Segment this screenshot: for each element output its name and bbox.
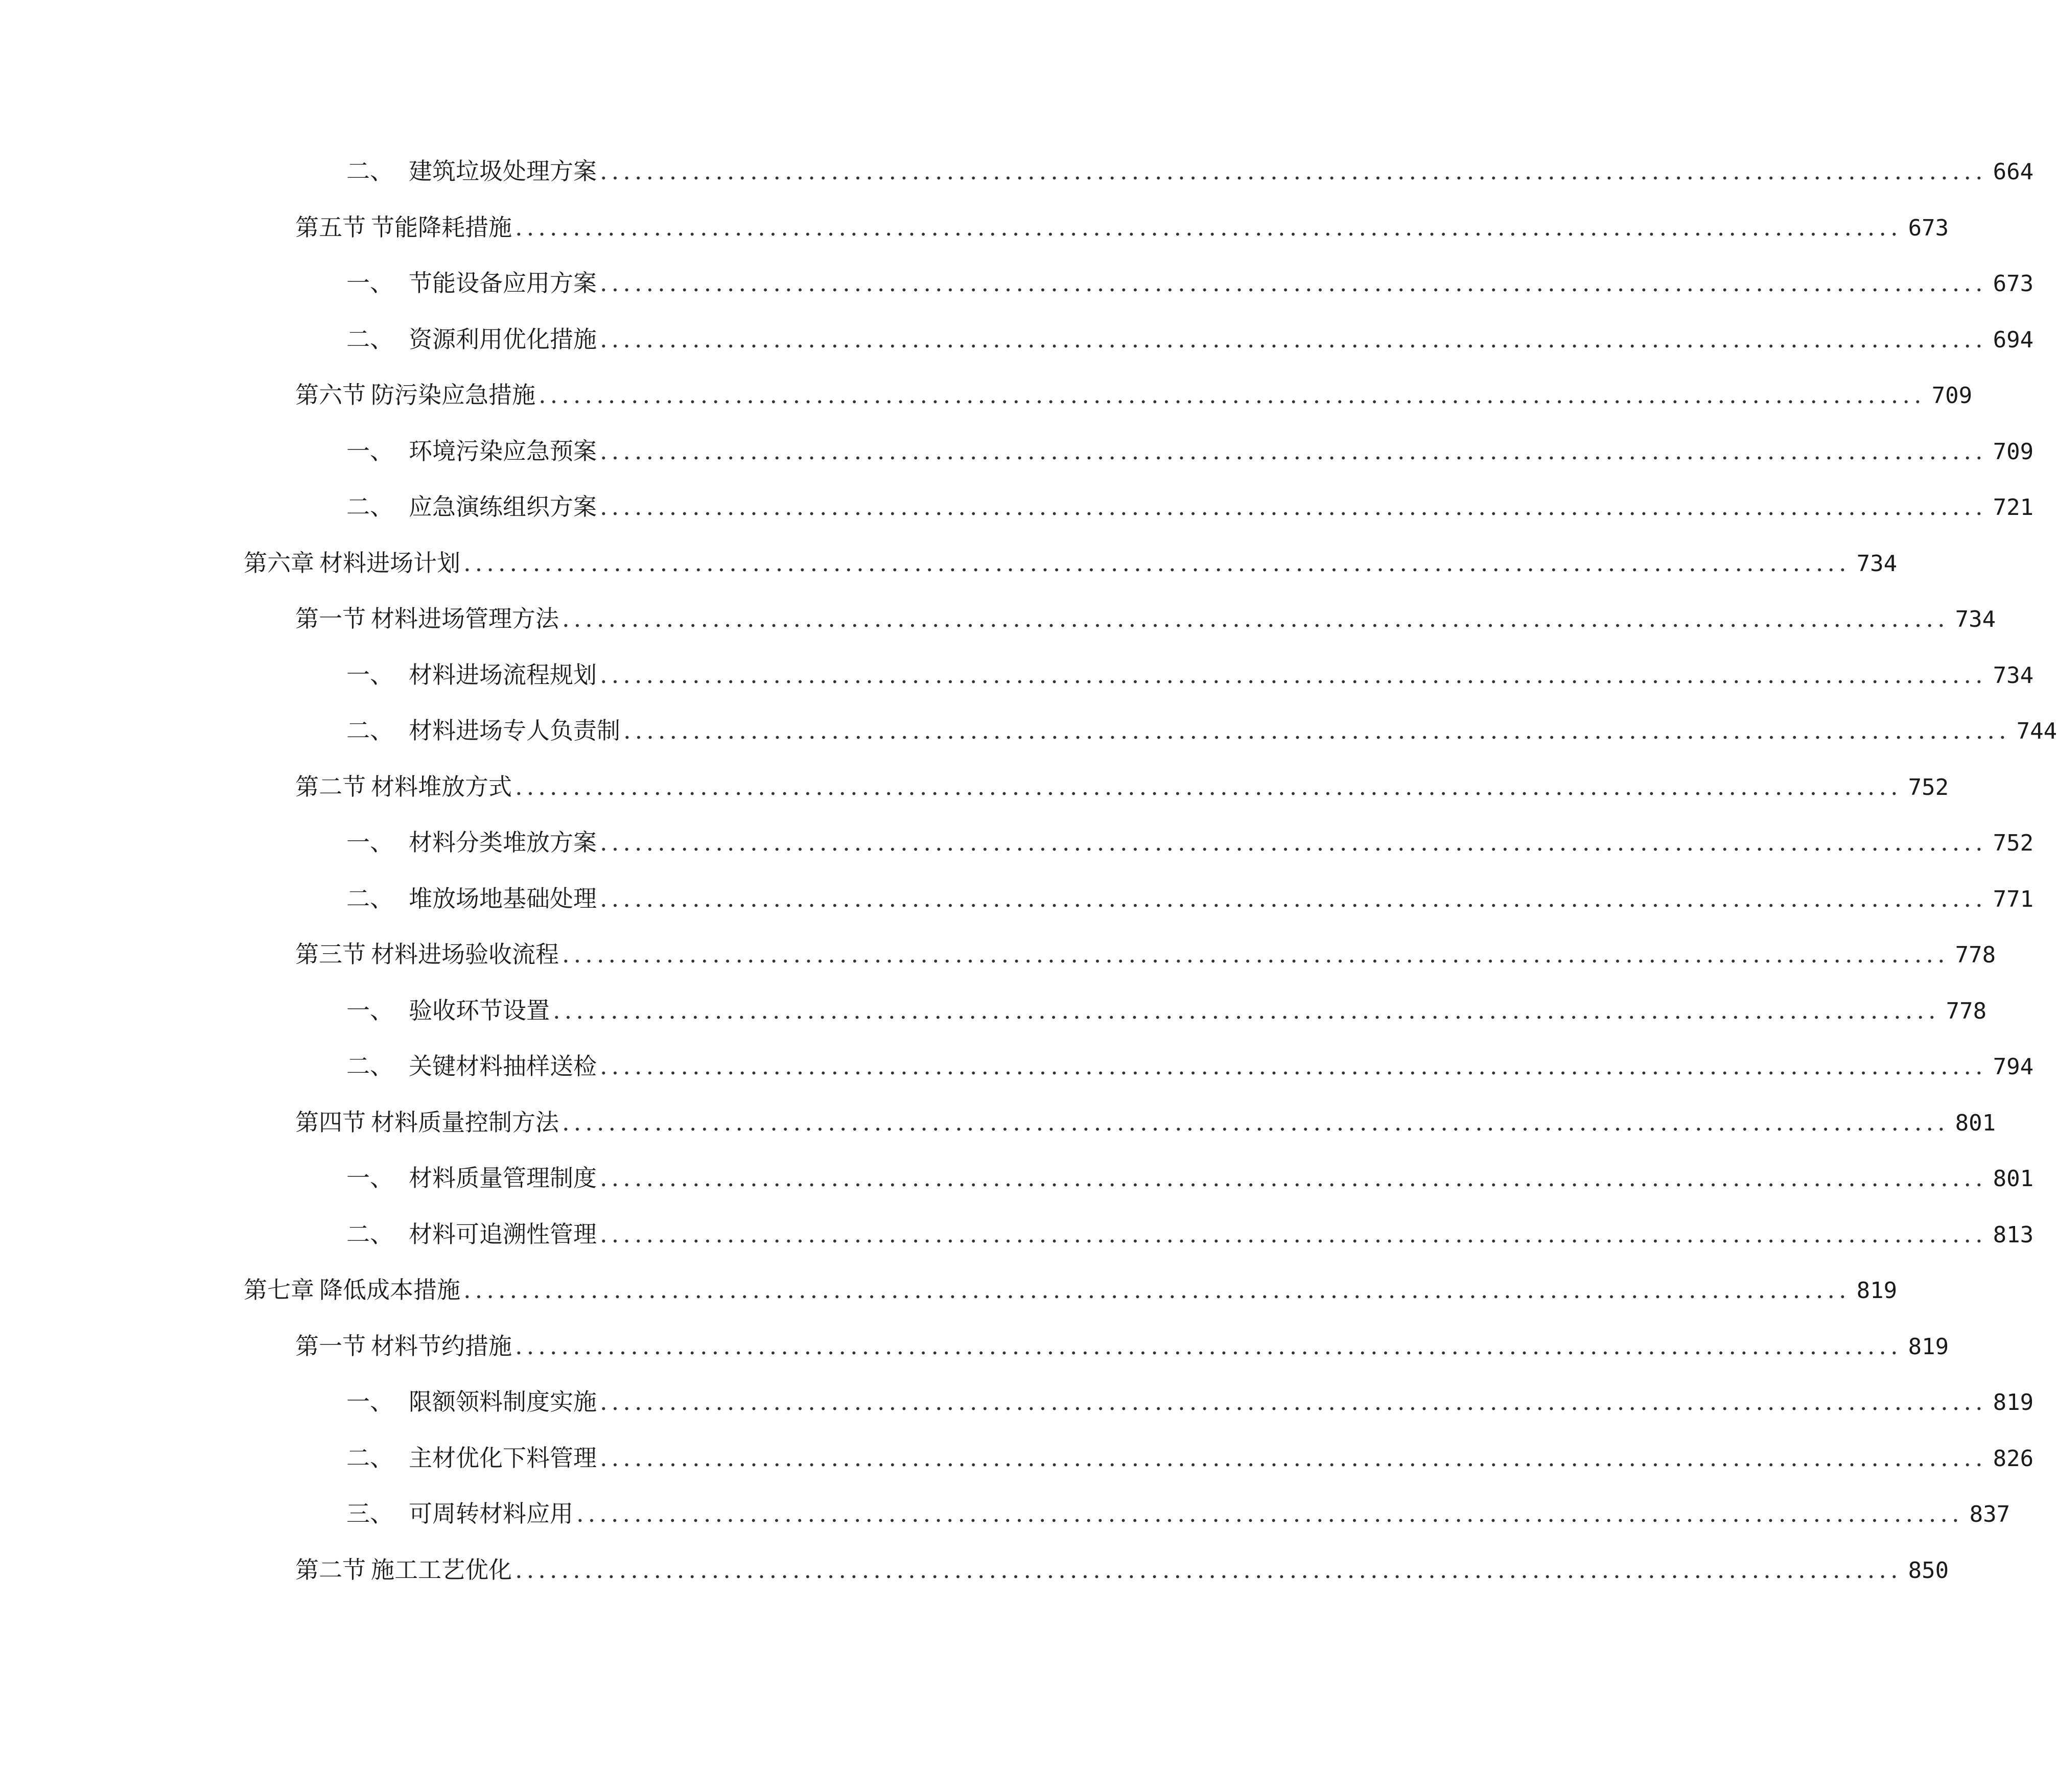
toc-entry[interactable] bbox=[346, 321, 2034, 357]
entry-page-number: 826 bbox=[1993, 1446, 2034, 1472]
entry-heading: 材料堆放方式 bbox=[371, 773, 512, 800]
entry-page-number: 709 bbox=[1931, 383, 1973, 409]
entry-page-number: 744 bbox=[2016, 718, 2057, 744]
entry-number: 二、 bbox=[346, 1052, 393, 1080]
dot-leader: ........................................................................................................................ bbox=[600, 829, 1987, 856]
entry-number: 第二节 bbox=[295, 773, 366, 800]
entry-number: 第一节 bbox=[295, 605, 366, 632]
toc-entry[interactable] bbox=[346, 1216, 2034, 1252]
dot-leader: ........................................................................................................................ bbox=[600, 493, 1987, 521]
entry-heading: 材料质量管理制度 bbox=[409, 1164, 597, 1192]
entry-page-number: 778 bbox=[1946, 998, 1987, 1024]
entry-number: 第七章 bbox=[244, 1276, 314, 1304]
dot-leader: ........................................................................................................................ bbox=[562, 940, 1949, 968]
entry-heading: 建筑垃圾处理方案 bbox=[409, 157, 597, 185]
dot-leader: ........................................................................................................................ bbox=[463, 549, 1851, 577]
entry-number: 二、 bbox=[346, 493, 393, 521]
toc-entry[interactable] bbox=[295, 601, 1996, 636]
toc-entry[interactable] bbox=[295, 1104, 1996, 1140]
entry-heading: 材料分类堆放方案 bbox=[409, 829, 597, 856]
toc-entry[interactable] bbox=[295, 1328, 1949, 1364]
entry-heading: 节能降耗措施 bbox=[371, 214, 512, 241]
entry-page-number: 801 bbox=[1993, 1166, 2034, 1192]
entry-heading: 防污染应急措施 bbox=[371, 381, 535, 409]
entry-heading: 环境污染应急预案 bbox=[409, 437, 597, 465]
dot-leader: ........................................................................................................................ bbox=[515, 1332, 1902, 1360]
entry-page-number: 721 bbox=[1993, 494, 2034, 521]
dot-leader: ........................................................................................................................ bbox=[553, 997, 1940, 1024]
toc-entry[interactable] bbox=[346, 713, 2057, 748]
dot-leader: ........................................................................................................................ bbox=[576, 1500, 1964, 1527]
dot-leader: ........................................................................................................................ bbox=[600, 157, 1987, 185]
entry-number: 第六节 bbox=[295, 381, 366, 409]
entry-page-number: 819 bbox=[1908, 1334, 1949, 1360]
dot-leader: ........................................................................................................................ bbox=[600, 885, 1987, 912]
entry-number: 一、 bbox=[346, 437, 393, 465]
toc-entry[interactable] bbox=[295, 769, 1949, 805]
entry-heading: 堆放场地基础处理 bbox=[409, 885, 597, 912]
entry-page-number: 819 bbox=[1993, 1389, 2034, 1416]
entry-number: 一、 bbox=[346, 269, 393, 297]
entry-number: 二、 bbox=[346, 1220, 393, 1248]
toc-entry[interactable] bbox=[295, 377, 1973, 413]
entry-number: 第五节 bbox=[295, 214, 366, 241]
dot-leader: ........................................................................................................................ bbox=[539, 381, 1926, 409]
dot-leader: ........................................................................................................................ bbox=[600, 437, 1987, 465]
dot-leader: ........................................................................................................................ bbox=[562, 605, 1949, 632]
entry-heading: 材料质量控制方法 bbox=[371, 1109, 559, 1136]
entry-number: 第六章 bbox=[244, 549, 314, 577]
dot-leader: ........................................................................................................................ bbox=[600, 1444, 1987, 1472]
toc-entry[interactable] bbox=[295, 1552, 1949, 1588]
dot-leader: ........................................................................................................................ bbox=[600, 1220, 1987, 1248]
entry-number: 一、 bbox=[346, 1164, 393, 1192]
toc-entry[interactable] bbox=[346, 881, 2034, 916]
entry-heading: 主材优化下料管理 bbox=[409, 1444, 597, 1472]
entry-number: 第四节 bbox=[295, 1109, 366, 1136]
toc-entry[interactable] bbox=[346, 993, 1987, 1028]
dot-leader: ........................................................................................................................ bbox=[562, 1109, 1949, 1136]
entry-page-number: 734 bbox=[1955, 606, 1996, 632]
entry-heading: 材料进场计划 bbox=[319, 549, 460, 577]
entry-number: 一、 bbox=[346, 661, 393, 689]
entry-page-number: 778 bbox=[1955, 942, 1996, 968]
entry-page-number: 673 bbox=[1908, 215, 1949, 241]
entry-page-number: 801 bbox=[1955, 1110, 1996, 1136]
entry-page-number: 794 bbox=[1993, 1054, 2034, 1080]
entry-heading: 材料进场流程规划 bbox=[409, 661, 597, 689]
entry-heading: 材料节约措施 bbox=[371, 1332, 512, 1360]
entry-heading: 应急演练组织方案 bbox=[409, 493, 597, 521]
entry-heading: 关键材料抽样送检 bbox=[409, 1052, 597, 1080]
entry-heading: 材料进场管理方法 bbox=[371, 605, 559, 632]
dot-leader: ........................................................................................................................ bbox=[623, 717, 2011, 744]
toc-entry[interactable] bbox=[346, 433, 2034, 469]
entry-heading: 材料进场验收流程 bbox=[371, 940, 559, 968]
toc-entry[interactable] bbox=[295, 209, 1949, 245]
toc-entry[interactable] bbox=[346, 1384, 2034, 1420]
toc-entry[interactable] bbox=[346, 1048, 2034, 1084]
entry-page-number: 813 bbox=[1993, 1222, 2034, 1248]
entry-heading: 施工工艺优化 bbox=[371, 1556, 512, 1584]
entry-number: 二、 bbox=[346, 885, 393, 912]
dot-leader: ........................................................................................................................ bbox=[515, 773, 1902, 800]
toc-entry[interactable] bbox=[346, 265, 2034, 301]
dot-leader: ........................................................................................................................ bbox=[463, 1276, 1851, 1304]
entry-number: 三、 bbox=[346, 1500, 393, 1527]
dot-leader: ........................................................................................................................ bbox=[515, 214, 1902, 241]
entry-page-number: 673 bbox=[1993, 271, 2034, 297]
entry-number: 一、 bbox=[346, 997, 393, 1024]
entry-number: 一、 bbox=[346, 829, 393, 856]
entry-heading: 验收环节设置 bbox=[409, 997, 550, 1024]
entry-number: 二、 bbox=[346, 717, 393, 744]
entry-number: 第三节 bbox=[295, 940, 366, 968]
dot-leader: ........................................................................................................................ bbox=[600, 661, 1987, 689]
toc-entry[interactable] bbox=[295, 936, 1996, 972]
entry-heading: 降低成本措施 bbox=[319, 1276, 460, 1304]
dot-leader: ........................................................................................................................ bbox=[600, 1388, 1987, 1416]
entry-heading: 可周转材料应用 bbox=[409, 1500, 573, 1527]
toc-entry[interactable] bbox=[244, 1272, 1898, 1308]
toc-entry[interactable] bbox=[346, 489, 2034, 525]
toc-entry[interactable] bbox=[244, 545, 1898, 581]
entry-number: 二、 bbox=[346, 157, 393, 185]
toc-entry[interactable] bbox=[346, 1160, 2034, 1196]
entry-page-number: 837 bbox=[1969, 1501, 2011, 1527]
entry-page-number: 752 bbox=[1908, 774, 1949, 800]
entry-number: 第二节 bbox=[295, 1556, 366, 1584]
entry-page-number: 734 bbox=[1856, 551, 1898, 577]
dot-leader: ........................................................................................................................ bbox=[600, 269, 1987, 297]
entry-page-number: 850 bbox=[1908, 1558, 1949, 1584]
entry-page-number: 734 bbox=[1993, 663, 2034, 689]
toc-entry[interactable] bbox=[346, 153, 2034, 189]
entry-page-number: 694 bbox=[1993, 327, 2034, 353]
toc-entry[interactable] bbox=[346, 824, 2034, 860]
entry-heading: 资源利用优化措施 bbox=[409, 325, 597, 353]
entry-number: 二、 bbox=[346, 1444, 393, 1472]
dot-leader: ........................................................................................................................ bbox=[600, 1052, 1987, 1080]
entry-heading: 节能设备应用方案 bbox=[409, 269, 597, 297]
entry-page-number: 709 bbox=[1993, 439, 2034, 465]
entry-number: 第一节 bbox=[295, 1332, 366, 1360]
dot-leader: ........................................................................................................................ bbox=[600, 325, 1987, 353]
entry-page-number: 664 bbox=[1993, 159, 2034, 185]
entry-page-number: 752 bbox=[1993, 830, 2034, 856]
toc-entry[interactable] bbox=[346, 657, 2034, 693]
dot-leader: ........................................................................................................................ bbox=[515, 1556, 1902, 1584]
dot-leader: ........................................................................................................................ bbox=[600, 1164, 1987, 1192]
toc-entry[interactable] bbox=[346, 1440, 2034, 1476]
entry-number: 二、 bbox=[346, 325, 393, 353]
entry-number: 一、 bbox=[346, 1388, 393, 1416]
entry-heading: 限额领料制度实施 bbox=[409, 1388, 597, 1416]
toc-entry[interactable] bbox=[346, 1496, 2011, 1531]
entry-heading: 材料可追溯性管理 bbox=[409, 1220, 597, 1248]
entry-page-number: 771 bbox=[1993, 886, 2034, 912]
entry-heading: 材料进场专人负责制 bbox=[409, 717, 620, 744]
entry-page-number: 819 bbox=[1856, 1278, 1898, 1304]
